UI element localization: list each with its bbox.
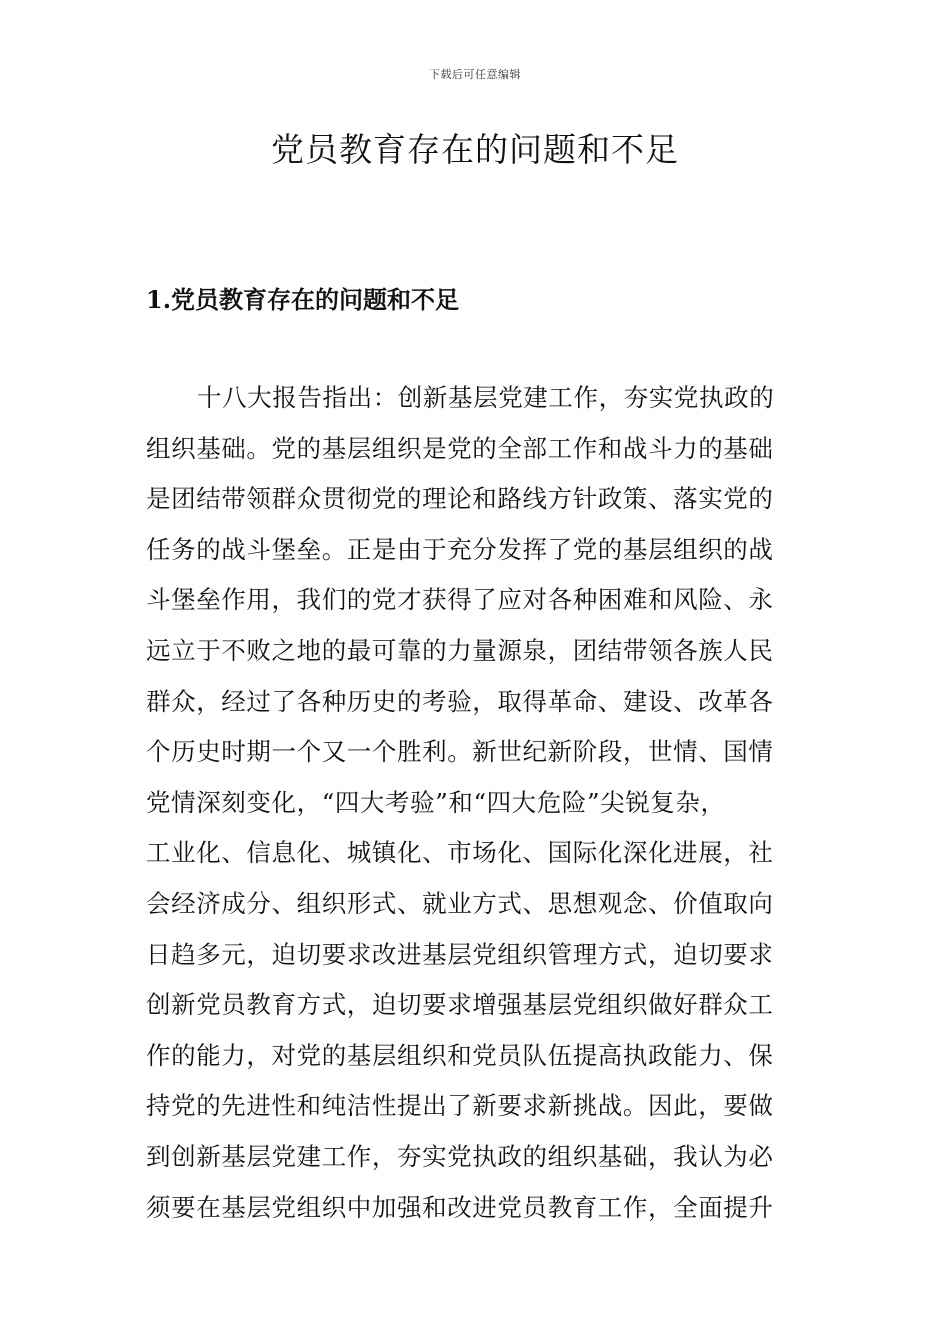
page-title: 党员教育存在的问题和不足 bbox=[271, 130, 679, 169]
paragraph-line: 作的能力，对党的基层组织和党员队伍提高执政能力、保 bbox=[146, 1040, 774, 1070]
header-note: 下载后可任意编辑 bbox=[429, 68, 521, 81]
body-paragraph bbox=[146, 381, 774, 1241]
paragraph-line: 远立于不败之地的最可靠的力量源泉，团结带领各族人民 bbox=[146, 635, 774, 665]
paragraph-line: 持党的先进性和纯洁性提出了新要求新挑战。因此，要做 bbox=[146, 1091, 774, 1121]
paragraph-line: 到创新基层党建工作，夯实党执政的组织基础，我认为必 bbox=[146, 1141, 774, 1171]
paragraph-line: 日趋多元，迫切要求改进基层党组织管理方式，迫切要求 bbox=[146, 939, 774, 969]
paragraph-line: 党情深刻变化，“四大考验”和“四大危险”尖锐复杂， bbox=[146, 787, 726, 817]
paragraph-line: 工业化、信息化、城镇化、市场化、国际化深化进展，社 bbox=[146, 838, 774, 868]
paragraph-line: 群众，经过了各种历史的考验，取得革命、建设、改革各 bbox=[146, 686, 774, 716]
paragraph-line: 创新党员教育方式，迫切要求增强基层党组织做好群众工 bbox=[146, 990, 774, 1020]
paragraph-line: 须要在基层党组织中加强和改进党员教育工作，全面提升 bbox=[146, 1192, 774, 1222]
paragraph-line: 会经济成分、组织形式、就业方式、思想观念、价值取向 bbox=[146, 888, 774, 918]
paragraph-line: 任务的战斗堡垒。正是由于充分发挥了党的基层组织的战 bbox=[146, 534, 774, 564]
paragraph-line: 斗堡垒作用，我们的党才获得了应对各种困难和风险、永 bbox=[146, 585, 774, 615]
paragraph-line: 个历史时期一个又一个胜利。新世纪新阶段，世情、国情 bbox=[146, 737, 774, 767]
paragraph-line: 组织基础。党的基层组织是党的全部工作和战斗力的基础 bbox=[146, 433, 774, 463]
paragraph-line: 十八大报告指出：创新基层党建工作，夯实党执政的 bbox=[197, 383, 775, 412]
section-heading: 1.党员教育存在的问题和不足 bbox=[146, 285, 460, 314]
paragraph-line: 是团结带领群众贯彻党的理论和路线方针政策、落实党的 bbox=[146, 484, 774, 514]
